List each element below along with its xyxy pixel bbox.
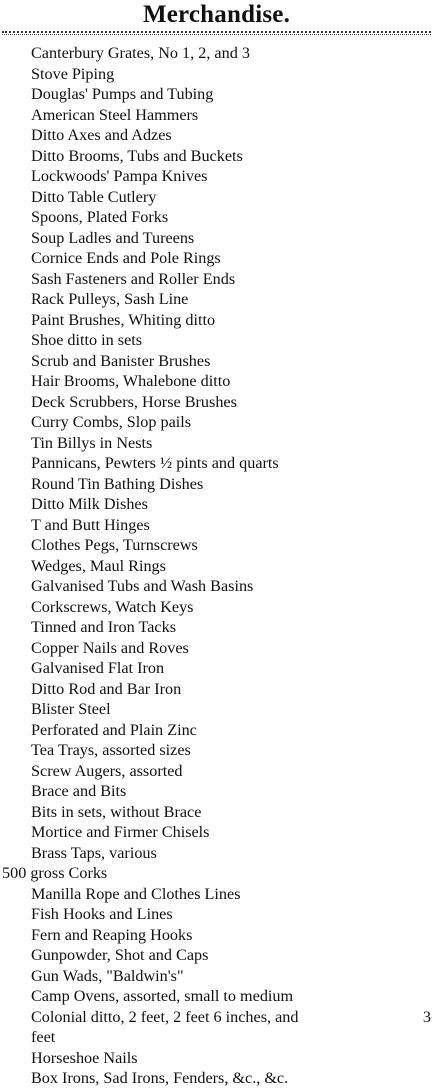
list-item: Screw Augers, assorted [31, 761, 183, 780]
list-item: Ditto Table Cutlery [31, 187, 157, 206]
list-item: Copper Nails and Roves [31, 638, 189, 657]
list-item: Ditto Brooms, Tubs and Buckets [31, 146, 243, 165]
list-item: Curry Combs, Slop pails [31, 413, 192, 431]
list-item: Tin Billys in Nests [31, 433, 153, 452]
list-item: Bits in sets, without Brace [31, 802, 202, 821]
list-item: Gunpowder, Shot and Caps [31, 946, 209, 964]
list-item: Sash Fasteners and Roller Ends [31, 269, 236, 288]
list-item: Perforated and Plain Zinc [31, 720, 197, 739]
list-item-corks: 500 gross Corks [2, 864, 108, 882]
list-item: Brace and Bits [31, 782, 127, 800]
list-item: Clothes Pegs, Turnscrews [31, 536, 198, 554]
list-item-colonial [0, 1007, 433, 1028]
merchandise-list [0, 43, 433, 1089]
list-item: Tea Trays, assorted sizes [31, 741, 191, 759]
list-item: Deck Scrubbers, Horse Brushes [31, 392, 237, 411]
list-item: Scrub and Banister Brushes [31, 351, 211, 370]
list-item: Spoons, Plated Forks [31, 208, 169, 226]
list-item: Douglas' Pumps and Tubing [31, 85, 214, 103]
list-item: Lockwoods' Pampa Knives [31, 167, 208, 185]
list-item: Round Tin Bathing Dishes [31, 474, 204, 493]
list-item: Stove Piping [31, 64, 115, 83]
list-item: Ditto Axes and Adzes [31, 126, 172, 144]
colonial-tail: 3 [422, 1007, 431, 1026]
list-item: T and Butt Hinges [31, 515, 150, 534]
list-item: Manilla Rope and Clothes Lines [31, 884, 241, 903]
list-item: Fern and Reaping Hooks [31, 925, 193, 944]
list-item: Gun Wads, "Baldwin's" [31, 966, 184, 985]
list-item: Rack Pulleys, Sash Line [31, 290, 189, 308]
list-item: Galvanised Flat Iron [31, 659, 165, 677]
list-item: Horseshoe Nails [31, 1048, 138, 1067]
list-item: Tinned and Iron Tacks [31, 618, 176, 636]
list-item: Shoe ditto in sets [31, 331, 143, 349]
list-item: Ditto Rod and Bar Iron [31, 679, 182, 698]
list-item: Fish Hooks and Lines [31, 905, 173, 923]
list-item: Mortice and Firmer Chisels [31, 823, 210, 841]
page-heading: Merchandise. [142, 1, 291, 28]
list-item: Box Irons, Sad Irons, Fenders, &c., &c. [31, 1069, 289, 1087]
list-item: Galvanised Tubs and Wash Basins [31, 577, 254, 595]
list-item: Cornice Ends and Pole Rings [31, 249, 221, 267]
list-item: Blister Steel [31, 700, 111, 718]
list-item: Camp Ovens, assorted, small to medium [31, 987, 294, 1005]
list-item: Paint Brushes, Whiting ditto [31, 310, 216, 329]
list-item: Brass Taps, various [31, 843, 157, 862]
list-item: Hair Brooms, Whalebone ditto [31, 372, 231, 390]
colonial-text: Colonial ditto, 2 feet, 2 feet 6 inches, and [31, 1007, 299, 1026]
list-item: American Steel Hammers [31, 105, 199, 124]
list-item: Corkscrews, Watch Keys [31, 597, 194, 616]
list-item-continuation: feet [31, 1028, 56, 1046]
list-item: Canterbury Grates, No 1, 2, and 3 [31, 44, 250, 62]
list-item: Ditto Milk Dishes [31, 495, 148, 513]
list-item: Soup Ladles and Tureens [31, 228, 195, 247]
list-item: Pannicans, Pewters ½ pints and quarts [31, 454, 279, 472]
heading-divider [2, 31, 431, 35]
list-item: Wedges, Maul Rings [31, 556, 166, 575]
